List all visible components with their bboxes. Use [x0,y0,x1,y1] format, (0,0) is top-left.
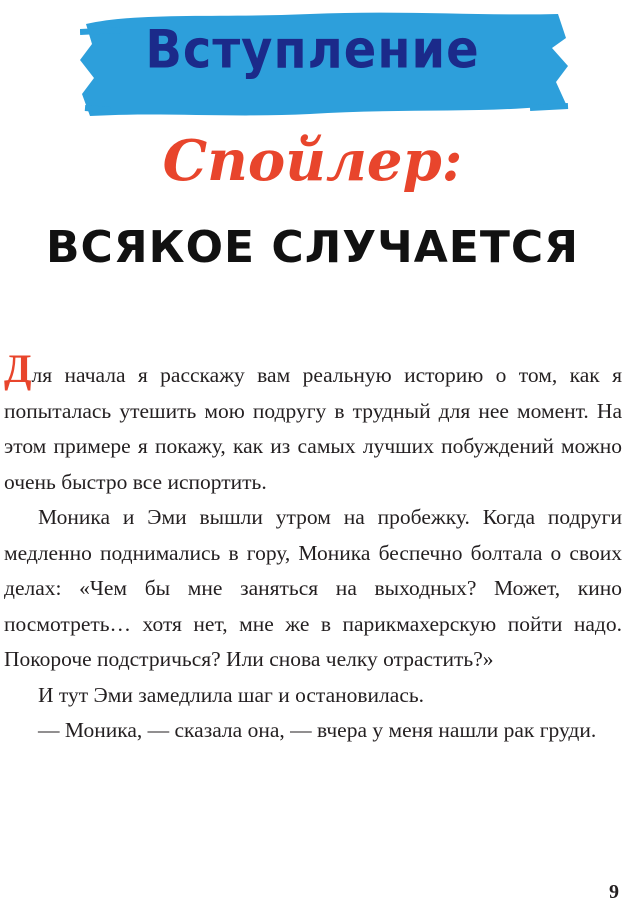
paragraph-2: Моника и Эми вышли утром на пробежку. Когда подруги медленно поднимались в гору, Моника беспечно болтала о своих делах: «Чем бы мне заняться на выходных? Может, кино посмотреть… хотя нет, мне же в парикмахерскую пойти надо. Покороче подстричься? Или снова челку отрастить?» [4,505,622,671]
paragraph-1 [4,346,622,500]
chapter-subtitle: ВСЯКОЕ СЛУЧАЕТСЯ [45,222,580,273]
chapter-title: Вступление [145,19,480,81]
paragraph-4: — Моника, — сказала она, — вчера у меня нашли рак груди. [38,718,597,742]
page-number: 9 [609,881,619,903]
paragraph-3: И тут Эми замедлила шаг и остановилась. [38,682,425,707]
paragraph-1-text: ля начала я расскажу вам реальную историю о том, как я попыталась утешить мою подругу в трудный для нее момент. На этом примере я покажу, как из самых лучших побуждений можно очень быстро все испортить. [4,363,622,494]
spoiler-label: Спойлер: [162,128,463,194]
dropcap: Д [4,346,32,391]
body-text [4,346,622,749]
